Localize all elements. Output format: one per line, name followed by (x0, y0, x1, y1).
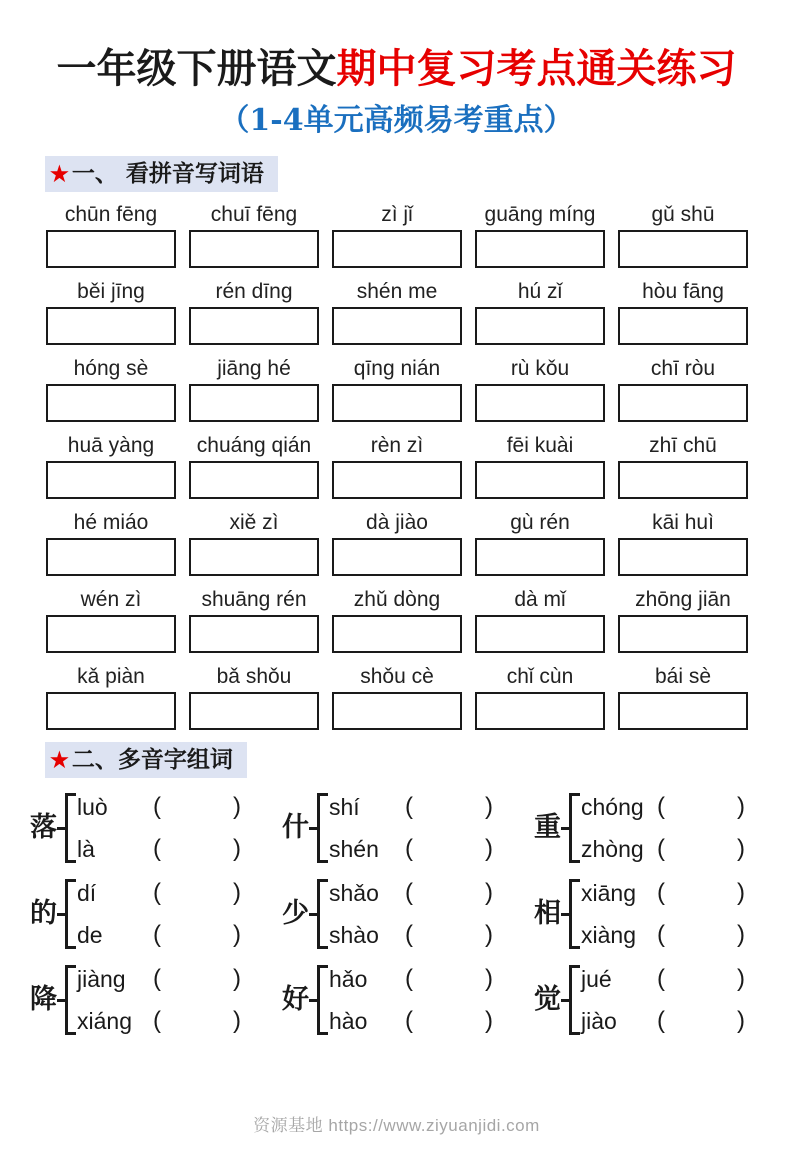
pinyin-label: gǔ shū (651, 203, 715, 226)
paren-open: ( (657, 965, 665, 992)
reading-pinyin: zhòng (581, 835, 644, 862)
duoyin-group (30, 872, 282, 956)
pinyin-cell (618, 585, 748, 653)
pinyin-cell (332, 200, 462, 268)
pinyin-cell (189, 508, 319, 576)
paren-close: ) (737, 793, 745, 820)
reading-pinyin: jiàng (77, 965, 126, 992)
paren-close: ) (485, 1007, 493, 1034)
pinyin-label: zhōng jiān (635, 588, 731, 611)
section2-header-label: 二、多音字组词 (71, 746, 233, 773)
page-subtitle: （1-4单元高频易考重点） (219, 103, 574, 138)
section1-header-label: 一、 看拼音写词语 (71, 160, 264, 187)
paren-open: ( (153, 1007, 161, 1034)
paren-close: ) (737, 879, 745, 906)
answer-box[interactable] (189, 230, 319, 268)
pinyin-cell (475, 662, 605, 730)
answer-box[interactable] (475, 615, 605, 653)
duoyin-character: 少 (282, 898, 309, 929)
answer-box[interactable] (332, 307, 462, 345)
pinyin-label: shén me (356, 280, 438, 303)
paren-open: ( (153, 835, 161, 862)
pinyin-cell (618, 354, 748, 422)
reading-pinyin: de (77, 921, 103, 948)
duoyin-grid (30, 786, 793, 1042)
paren-open: ( (657, 921, 665, 948)
connector-line (57, 827, 65, 830)
pinyin-cell (475, 508, 605, 576)
pinyin-row (46, 200, 793, 268)
pinyin-label: rèn zì (370, 434, 424, 457)
pinyin-cell (46, 662, 176, 730)
reading-pinyin: chóng (581, 793, 644, 820)
duoyin-group (282, 958, 534, 1042)
pinyin-label: gù rén (510, 511, 570, 534)
answer-box[interactable] (475, 692, 605, 730)
answer-box[interactable] (332, 692, 462, 730)
paren-close: ) (233, 793, 241, 820)
duoyin-group (30, 958, 282, 1042)
pinyin-label: chǐ cùn (506, 665, 574, 688)
duoyin-reading (329, 872, 493, 914)
answer-box[interactable] (332, 384, 462, 422)
answer-box[interactable] (189, 615, 319, 653)
pinyin-cell (332, 277, 462, 345)
answer-box[interactable] (475, 307, 605, 345)
reading-pinyin: xiāng (581, 879, 636, 906)
pinyin-label: kāi huì (652, 511, 714, 534)
answer-box[interactable] (618, 692, 748, 730)
paren-open: ( (657, 879, 665, 906)
paren-open: ( (657, 793, 665, 820)
answer-box[interactable] (189, 461, 319, 499)
answer-box[interactable] (618, 230, 748, 268)
pinyin-label: shǒu cè (360, 665, 434, 688)
bracket (65, 965, 77, 1035)
bracket (65, 793, 77, 863)
duoyin-reading (77, 914, 241, 956)
duoyin-reading (77, 1000, 241, 1042)
pinyin-cell (475, 277, 605, 345)
pinyin-label: bái sè (654, 665, 712, 688)
paren-open: ( (657, 1007, 665, 1034)
reading-pinyin: dí (77, 879, 97, 906)
paren-close: ) (485, 879, 493, 906)
pinyin-cell (46, 431, 176, 499)
duoyin-reading (329, 786, 493, 828)
duoyin-character: 落 (30, 812, 57, 843)
reading-pinyin: shǎo (329, 879, 379, 906)
paren-open: ( (405, 835, 413, 862)
duoyin-reading (581, 958, 745, 1000)
answer-box[interactable] (332, 615, 462, 653)
bracket (317, 879, 329, 949)
pinyin-cell (189, 354, 319, 422)
duoyin-reading (77, 828, 241, 870)
connector-line (57, 999, 65, 1002)
pinyin-label: fēi kuài (506, 434, 574, 457)
pinyin-label: chī ròu (650, 357, 716, 380)
reading-pinyin: shí (329, 793, 360, 820)
duoyin-reading (581, 872, 745, 914)
pinyin-cell (189, 585, 319, 653)
pinyin-label: shuāng rén (201, 588, 307, 611)
answer-box[interactable] (332, 461, 462, 499)
paren-open: ( (153, 793, 161, 820)
pinyin-label: zì jǐ (381, 203, 413, 226)
star-icon: ★ (50, 747, 69, 772)
answer-box[interactable] (189, 538, 319, 576)
paren-open: ( (153, 921, 161, 948)
pinyin-cell (189, 431, 319, 499)
duoyin-character: 重 (534, 812, 561, 843)
paren-open: ( (405, 1007, 413, 1034)
pinyin-cell (618, 662, 748, 730)
answer-box[interactable] (475, 384, 605, 422)
pinyin-row (46, 585, 793, 653)
duoyin-character: 觉 (534, 984, 561, 1015)
answer-box[interactable] (46, 538, 176, 576)
duoyin-group (534, 872, 779, 956)
title-black-part: 一年级下册语文 (56, 45, 337, 92)
answer-box[interactable] (475, 461, 605, 499)
duoyin-group (282, 872, 534, 956)
paren-close: ) (233, 879, 241, 906)
pinyin-cell (475, 354, 605, 422)
pinyin-label: dà mǐ (514, 588, 566, 611)
answer-box[interactable] (618, 615, 748, 653)
pinyin-cell (189, 200, 319, 268)
answer-box[interactable] (618, 538, 748, 576)
answer-box[interactable] (189, 307, 319, 345)
paren-open: ( (657, 835, 665, 862)
pinyin-cell (618, 508, 748, 576)
bracket (569, 965, 581, 1035)
pinyin-cell (332, 662, 462, 730)
pinyin-row (46, 431, 793, 499)
pinyin-grid (46, 200, 793, 730)
paren-close: ) (737, 965, 745, 992)
duoyin-group (282, 786, 534, 870)
star-icon: ★ (50, 161, 69, 186)
pinyin-label: guāng míng (484, 203, 596, 226)
pinyin-label: xiě zì (229, 511, 279, 534)
answer-box[interactable] (46, 615, 176, 653)
reading-pinyin: là (77, 835, 95, 862)
duoyin-reading (581, 1000, 745, 1042)
pinyin-cell (332, 431, 462, 499)
duoyin-reading (77, 958, 241, 1000)
connector-line (561, 827, 569, 830)
pinyin-label: wén zì (80, 588, 142, 611)
duoyin-group (534, 786, 779, 870)
section2-header-row (45, 742, 793, 778)
bracket (317, 965, 329, 1035)
pinyin-cell (475, 585, 605, 653)
duoyin-reading (329, 958, 493, 1000)
paren-close: ) (737, 921, 745, 948)
connector-line (561, 999, 569, 1002)
pinyin-label: zhī chū (649, 434, 717, 457)
paren-close: ) (485, 835, 493, 862)
pinyin-row (46, 277, 793, 345)
pinyin-label: chūn fēng (64, 203, 158, 226)
answer-box[interactable] (332, 538, 462, 576)
duoyin-character: 什 (282, 812, 309, 843)
duoyin-group (534, 958, 779, 1042)
paren-close: ) (233, 835, 241, 862)
pinyin-label: jiāng hé (217, 357, 291, 380)
reading-pinyin: hào (329, 1007, 368, 1034)
pinyin-label: dà jiào (366, 511, 428, 534)
pinyin-label: hòu fāng (642, 280, 724, 303)
pinyin-cell (46, 585, 176, 653)
duoyin-character: 的 (30, 898, 57, 929)
answer-box[interactable] (332, 230, 462, 268)
duoyin-reading (581, 828, 745, 870)
section1-header (45, 156, 278, 192)
paren-open: ( (405, 921, 413, 948)
answer-box[interactable] (618, 461, 748, 499)
section2-header (45, 742, 247, 778)
connector-line (309, 999, 317, 1002)
duoyin-reading (329, 1000, 493, 1042)
answer-box[interactable] (618, 307, 748, 345)
pinyin-cell (475, 431, 605, 499)
pinyin-label: bǎ shǒu (216, 665, 292, 688)
pinyin-cell (332, 585, 462, 653)
pinyin-cell (332, 508, 462, 576)
paren-close: ) (485, 793, 493, 820)
answer-box[interactable] (46, 692, 176, 730)
duoyin-reading (581, 786, 745, 828)
paren-close: ) (737, 1007, 745, 1034)
connector-line (57, 913, 65, 916)
reading-pinyin: luò (77, 793, 108, 820)
paren-open: ( (405, 965, 413, 992)
reading-pinyin: xiàng (581, 921, 636, 948)
pinyin-label: huā yàng (67, 434, 155, 457)
pinyin-cell (475, 200, 605, 268)
pinyin-label: hóng sè (73, 357, 149, 380)
paren-open: ( (405, 879, 413, 906)
answer-box[interactable] (189, 692, 319, 730)
section1-header-row (45, 156, 793, 192)
pinyin-label: qīng nián (353, 357, 441, 380)
duoyin-reading (77, 872, 241, 914)
pinyin-label: rù kǒu (510, 357, 570, 380)
pinyin-label: hú zǐ (517, 280, 563, 303)
answer-box[interactable] (46, 461, 176, 499)
bracket (569, 879, 581, 949)
pinyin-label: kǎ piàn (77, 665, 145, 688)
pinyin-cell (618, 277, 748, 345)
bracket (65, 879, 77, 949)
answer-box[interactable] (189, 384, 319, 422)
pinyin-row (46, 354, 793, 422)
duoyin-character: 相 (534, 898, 561, 929)
pinyin-cell (618, 200, 748, 268)
footer-watermark: 资源基地 https://www.ziyuanjidi.com (253, 1116, 540, 1135)
pinyin-label: hé miáo (73, 511, 149, 534)
paren-open: ( (153, 879, 161, 906)
answer-box[interactable] (475, 538, 605, 576)
pinyin-cell (46, 277, 176, 345)
pinyin-cell (46, 508, 176, 576)
pinyin-label: rén dīng (215, 280, 293, 303)
page-title (0, 40, 793, 98)
pinyin-label: chuī fēng (210, 203, 298, 226)
pinyin-row (46, 662, 793, 730)
duoyin-character: 降 (30, 984, 57, 1015)
paren-close: ) (233, 1007, 241, 1034)
duoyin-reading (329, 914, 493, 956)
bracket (569, 793, 581, 863)
pinyin-label: chuáng qián (196, 434, 312, 457)
pinyin-cell (46, 200, 176, 268)
title-red-part: 期中复习考点通关练习 (336, 45, 737, 92)
connector-line (309, 827, 317, 830)
paren-close: ) (485, 965, 493, 992)
pinyin-cell (618, 431, 748, 499)
bracket (317, 793, 329, 863)
connector-line (561, 913, 569, 916)
paren-close: ) (485, 921, 493, 948)
reading-pinyin: hǎo (329, 965, 368, 992)
answer-box[interactable] (46, 307, 176, 345)
reading-pinyin: jué (581, 965, 612, 992)
reading-pinyin: xiáng (77, 1007, 132, 1034)
pinyin-row (46, 508, 793, 576)
reading-pinyin: shén (329, 835, 379, 862)
pinyin-cell (46, 354, 176, 422)
answer-box[interactable] (475, 230, 605, 268)
answer-box[interactable] (618, 384, 748, 422)
paren-close: ) (737, 835, 745, 862)
duoyin-reading (329, 828, 493, 870)
reading-pinyin: shào (329, 921, 379, 948)
duoyin-group (30, 786, 282, 870)
pinyin-label: zhǔ dòng (353, 588, 441, 611)
pinyin-cell (189, 662, 319, 730)
pinyin-cell (189, 277, 319, 345)
answer-box[interactable] (46, 230, 176, 268)
pinyin-cell (332, 354, 462, 422)
duoyin-reading (77, 786, 241, 828)
duoyin-character: 好 (282, 984, 309, 1015)
paren-close: ) (233, 921, 241, 948)
paren-open: ( (153, 965, 161, 992)
reading-pinyin: jiào (581, 1007, 617, 1034)
pinyin-label: běi jīng (77, 280, 145, 303)
connector-line (309, 913, 317, 916)
answer-box[interactable] (46, 384, 176, 422)
paren-close: ) (233, 965, 241, 992)
paren-open: ( (405, 793, 413, 820)
duoyin-reading (581, 914, 745, 956)
